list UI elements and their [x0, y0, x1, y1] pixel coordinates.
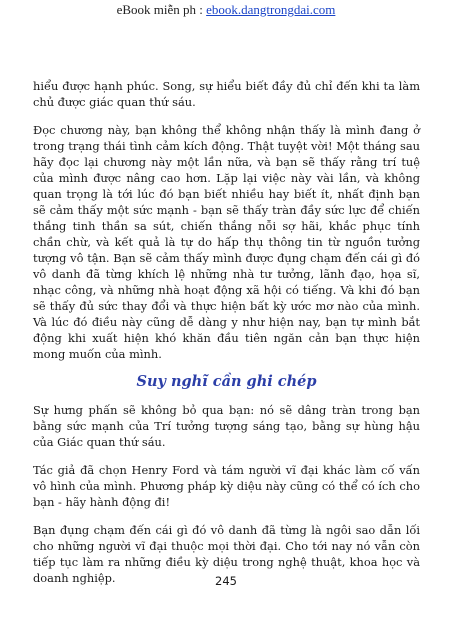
paragraph: Sự hưng phấn sẽ không bỏ qua bạn: nó sẽ dâng tràn trong bạn bằng sức mạnh của Trí tưởng tượng sáng tạo, bằng sự hùng hậu của Giác quan thứ sáu.	[33, 403, 420, 449]
section-title: Suy nghĩ cần ghi chép	[136, 373, 317, 390]
paragraph: Tác giả đã chọn Henry Ford và tám người vĩ đại khác làm cố vấn vô hình của mình. Phương pháp kỳ diệu này cũng có thể có ích cho bạn - hãy hành động đi!	[33, 463, 420, 509]
paragraph: Bạn đụng chạm đến cái gì đó vô danh đã từng là ngôi sao dẫn lối cho những người vĩ đại thuộc mọi thời đại. Cho tới nay nó vẫn còn tiếp tục làm ra những điều kỳ diệu trong nghệ thuật, khoa học và doanh nghiệp.	[33, 523, 420, 585]
header-prefix: eBook miễn ph :	[116, 2, 207, 17]
page-content	[33, 78, 420, 598]
header-link[interactable]: ebook.dangtrongdai.com	[206, 2, 336, 17]
paragraph: Đọc chương này, bạn không thể không nhận thấy là mình đang ở trong trạng thái tình cảm kích động. Thật tuyệt vời! Một tháng sau hãy đọc lại chương này một lần nữa, và bạn sẽ thấy rằng trí tuệ của mình được nâng cao hơn. Lặp lại việc này vài lần, và không quan trọng là tới lúc đó bạn biết nhiều hay biết ít, nhất định bạn sẽ cảm thấy một sức mạnh - bạn sẽ thấy tràn đầy sức lực để chiến thắng tinh thần sa sút, chiến thắng nỗi sợ hãi, khắc phục tính chần chừ, và kết quả là tự do hấp thụ thông tin từ nguồn tưởng tượng vô tận. Bạn sẽ cảm thấy mình được đụng chạm đến cái gì đó vô danh đã từng khích lệ những nhà tư tưởng, lãnh đạo, họa sĩ, nhạc công, và những nhà hoạt động xã hội có tiếng. Và khi đó bạn sẽ thấy đủ sức thay đổi và thực hiện bất kỳ ước mơ nào của mình. Và lúc đó điều này cũng dễ dàng y như hiện nay, bạn tự mình bắt động khi xuất hiện khó khăn đầu tiên ngăn cản bạn thực hiện mong muốn của mình.	[33, 123, 420, 361]
page-number: 245	[215, 574, 237, 588]
page-header	[0, 2, 452, 18]
paragraph: hiểu được hạnh phúc. Song, sự hiểu biết đầy đủ chỉ đến khi ta làm chủ được giác quan thứ sáu.	[33, 79, 420, 109]
